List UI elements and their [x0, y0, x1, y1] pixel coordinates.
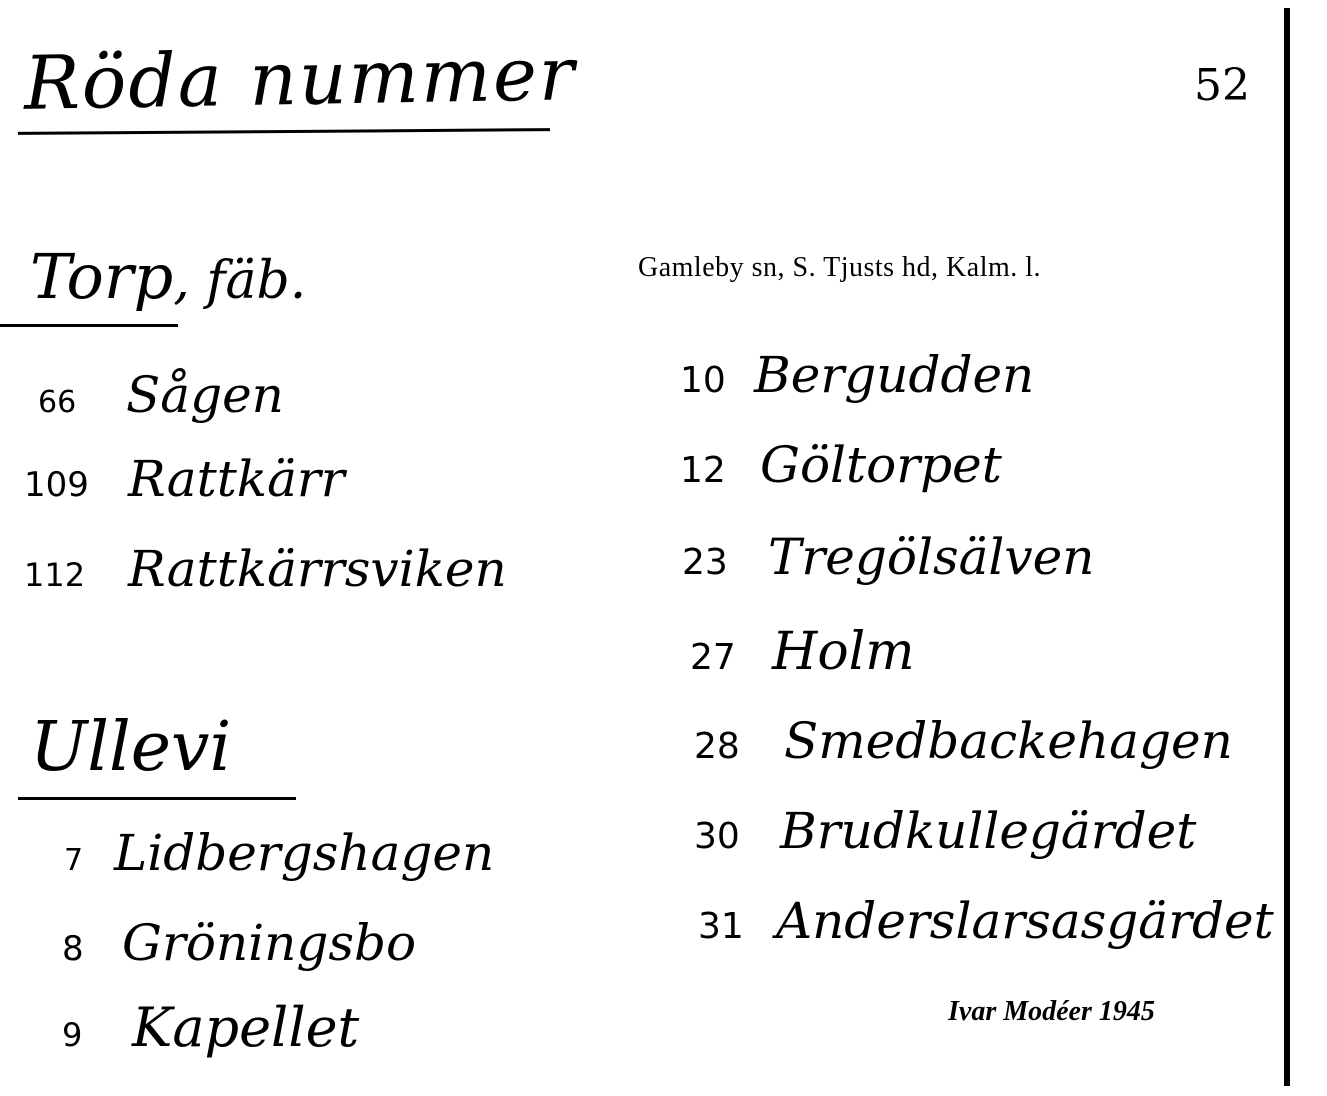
list-item — [694, 712, 1233, 770]
entry-name: Kapellet — [132, 996, 360, 1059]
title-underline — [18, 128, 550, 135]
section-heading-torp-suffix: , fäb. — [173, 251, 307, 311]
list-item — [64, 824, 494, 882]
entry-number: 23 — [682, 542, 728, 583]
author-signature: Ivar Modéer 1945 — [948, 996, 1155, 1027]
list-item — [680, 436, 1002, 494]
entry-name: Sågen — [126, 366, 284, 424]
entry-number: 7 — [64, 843, 84, 878]
entry-number: 30 — [694, 816, 740, 857]
list-item — [62, 914, 416, 972]
list-item — [690, 622, 915, 682]
parish-line: Gamleby sn, S. Tjusts hd, Kalm. l. — [638, 252, 1042, 283]
entry-number: 27 — [690, 637, 736, 678]
list-item — [62, 996, 359, 1059]
entry-name: Brudkullegärdet — [780, 802, 1197, 860]
list-item — [680, 346, 1034, 404]
page-number: 52 — [1194, 60, 1250, 111]
entry-name: Lidbergshagen — [114, 824, 495, 882]
entry-name: Bergudden — [754, 346, 1035, 404]
entry-number: 31 — [698, 906, 744, 947]
entry-number: 66 — [38, 385, 77, 420]
entry-number: 12 — [680, 450, 726, 491]
section-heading-torp — [30, 240, 307, 313]
entry-name: Tregölsälven — [768, 528, 1095, 586]
entry-name: Rattkärr — [128, 450, 345, 508]
entry-name: Göltorpet — [760, 436, 1002, 494]
entry-name: Holm — [772, 622, 915, 682]
entry-number: 10 — [680, 360, 726, 401]
section-heading-torp-underline — [0, 324, 178, 327]
list-item — [698, 892, 1274, 950]
list-item — [694, 802, 1196, 860]
entry-number: 112 — [24, 556, 86, 594]
entry-number: 109 — [24, 465, 89, 505]
section-heading-torp-name: Torp — [30, 240, 174, 313]
list-item — [682, 528, 1094, 586]
page-edge-border — [1284, 8, 1290, 1086]
list-item — [24, 540, 507, 598]
list-item — [24, 450, 345, 508]
entry-number: 8 — [62, 929, 84, 969]
entry-name: Anderslarsasgärdet — [776, 892, 1274, 950]
entry-name: Rattkärrsviken — [128, 540, 507, 598]
entry-name: Smedbackehagen — [784, 712, 1233, 770]
entry-number: 9 — [62, 1016, 83, 1054]
list-item — [38, 366, 284, 424]
section-heading-ullevi: Ullevi — [30, 708, 232, 787]
entry-number: 28 — [694, 726, 740, 767]
page-title: Röda nummer — [23, 31, 577, 127]
entry-name: Gröningsbo — [122, 914, 417, 972]
section-heading-ullevi-underline — [18, 797, 296, 800]
